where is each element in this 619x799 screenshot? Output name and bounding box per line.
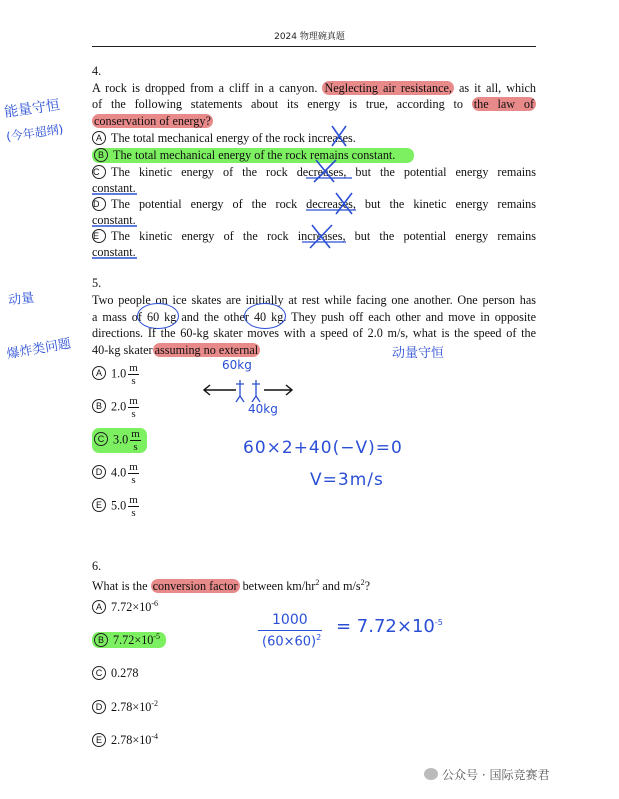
q5-option-e[interactable] [92,494,139,519]
unit-denominator: s [131,507,136,519]
q5-option-d[interactable] [92,461,139,486]
q5-number: 5. [92,276,102,290]
superscript: 2 [360,578,365,587]
option-letter-circle: D [92,197,106,211]
q5-sketch-label-40kg: 40kg [248,402,278,416]
q6-work-fraction-bar [258,630,322,631]
q5-mass-40: 40 kg. [253,310,287,324]
option-text: The total mechanical energy of the rock increases. [111,131,356,145]
q5-stem-text: and the other [181,310,249,324]
unit-fraction [130,428,141,453]
superscript: 2 [315,578,320,587]
footer-watermark [424,766,549,783]
q5-highlight-no-external: assuming no external [154,343,259,357]
q6-work-numerator: 1000 [272,612,308,628]
option-letter-circle: C [92,666,106,680]
unit-denominator: s [133,441,138,453]
q4-handwritten-note-out-of-syllabus: (今年超纲) [5,122,65,144]
option-value: 2.78×10 [111,700,152,715]
option-value: 4.0 [111,465,127,480]
q5-mass-60: 60 kg [146,310,177,324]
option-text: The kinetic energy of the rock decreases, but the potential energy remains [111,165,536,179]
q5-stem-text: 40-kg skater [92,343,153,357]
option-letter-circle: E [92,498,106,512]
q6-stem-text: between km/hr [242,579,316,594]
q6-stem-text: ? [364,579,371,594]
option-letter-circle: B [94,148,108,162]
option-letter-circle: E [92,733,106,747]
footer-text: 公众号 · 国际竞赛君 [442,768,550,782]
superscript: 2 [316,633,322,642]
unit-numerator: m [129,395,138,407]
q6-option-a[interactable] [92,599,158,615]
q6-option-b-correct-highlight [92,632,166,648]
unit-denominator: s [131,408,136,420]
cross-mark-icon [310,225,332,248]
q5-sketch-label-60kg: 60kg [222,358,252,372]
option-value: 3.0 [113,432,129,447]
q5-option-a[interactable] [92,362,139,387]
unit-fraction [128,461,139,486]
exponent: -2 [151,699,159,708]
option-letter-circle: D [92,700,106,714]
q5-option-b[interactable] [92,395,139,420]
option-text: The total mechanical energy of the rock remains constant. [113,148,396,162]
q4-number: 4. [92,64,102,78]
q6-option-d[interactable] [92,699,158,715]
q6-option-c[interactable] [92,666,138,681]
q5-handwritten-note-momentum: 动量 [7,290,35,309]
left-arrow-icon [204,385,236,395]
skater-figure-icon [252,380,260,402]
q5-stem-text: They push off each other and move in opposite [291,310,537,324]
q6-work-denominator-text: (60×60) [262,634,317,650]
page-header: 2024 物理碗真题 [274,32,345,42]
option-letter-circle: C [94,432,108,446]
q6-stem-text: and m/s [322,579,361,594]
option-letter-circle: A [92,366,106,380]
option-text: The kinetic energy of the rock increases, but the potential energy remains [111,229,536,243]
q5-handwritten-note-explosion: 爆炸类问题 [5,336,73,363]
unit-denominator: s [131,375,136,387]
option-value: 5.0 [111,498,127,513]
unit-numerator: m [129,494,138,506]
q4-highlight-air-resistance: Neglecting air resistance, [324,81,452,95]
unit-fraction [128,362,139,387]
option-letter-circle: A [92,600,106,614]
exponent: -6 [151,599,159,608]
q4-stem-text: A rock is dropped from a cliff in a canyon. [92,81,318,95]
q5-work-equation-1: 60×2+40(−V)=0 [243,438,403,458]
q5-handwritten-note-momentum-conservation: 动量守恒 [392,346,445,361]
option-letter-circle: D [92,465,106,479]
exponent: -5 [153,632,161,641]
option-value: 0.278 [111,666,139,680]
q6-stem-text: What is the [92,579,148,594]
q4-highlight-conservation: conservation of energy? [94,114,211,128]
cross-mark-icon [336,193,352,214]
q5-stem-text: a mass of [92,310,142,324]
unit-denominator: s [131,474,136,486]
q5-option-c[interactable] [92,428,147,453]
q4-highlight-law: the law of [473,97,535,111]
skater-figure-icon [236,380,244,402]
option-letter-circle: C [92,165,106,179]
exponent: -4 [151,732,159,741]
unit-fraction [128,395,139,420]
q4-option-d-cont: constant. [92,213,136,227]
option-letter-circle: B [94,633,108,647]
option-letter-circle: A [92,131,106,145]
cross-mark-icon [314,160,336,182]
q6-option-b[interactable] [92,632,166,648]
q5-stem-line-4 [92,342,536,358]
q5-stem-line-3: directions. If the 60-kg skater moves with a speed of 2.0 m/s, what is the speed of the [92,326,536,340]
q4-handwritten-note-energy-conservation: 能量守恒 [3,97,61,121]
q4-option-e-cont: constant. [92,245,136,259]
q6-work-result [336,616,443,637]
q6-option-e[interactable] [92,732,158,748]
q5-option-c-correct-highlight [92,428,147,453]
option-value: 1.0 [111,366,127,381]
option-value: 2.0 [111,399,127,414]
q4-stem-text: as it all, which [458,81,536,95]
unit-fraction [128,494,139,519]
q5-work-equation-2: V=3m/s [310,470,384,490]
unit-numerator: m [129,461,138,473]
option-value: 7.72×10 [113,633,154,648]
option-value: 7.72×10 [111,600,152,615]
unit-numerator: m [131,428,140,440]
q6-number: 6. [92,559,102,573]
q4-option-c-cont: constant. [92,181,136,195]
q4-stem-text: of the following statements about its energy is true, according to [92,97,463,111]
option-text: The potential energy of the rock decreases, but the kinetic energy remains [111,197,536,211]
cross-mark-icon [332,126,346,146]
q6-work-denominator [262,633,321,649]
right-arrow-icon [264,385,292,395]
q6-work-result-text: = 7.72×10 [336,616,435,637]
option-letter-circle: E [92,229,106,243]
option-letter-circle: B [92,399,106,413]
q6-highlight-conversion-factor: conversion factor [152,579,238,594]
option-value: 2.78×10 [111,733,152,748]
superscript: -5 [434,618,443,627]
q5-stem-line-1: Two people on ice skates are initially at rest while facing one another. One person has [92,293,536,307]
unit-numerator: m [129,362,138,374]
wechat-icon [424,768,438,780]
q6-stem [92,575,536,594]
